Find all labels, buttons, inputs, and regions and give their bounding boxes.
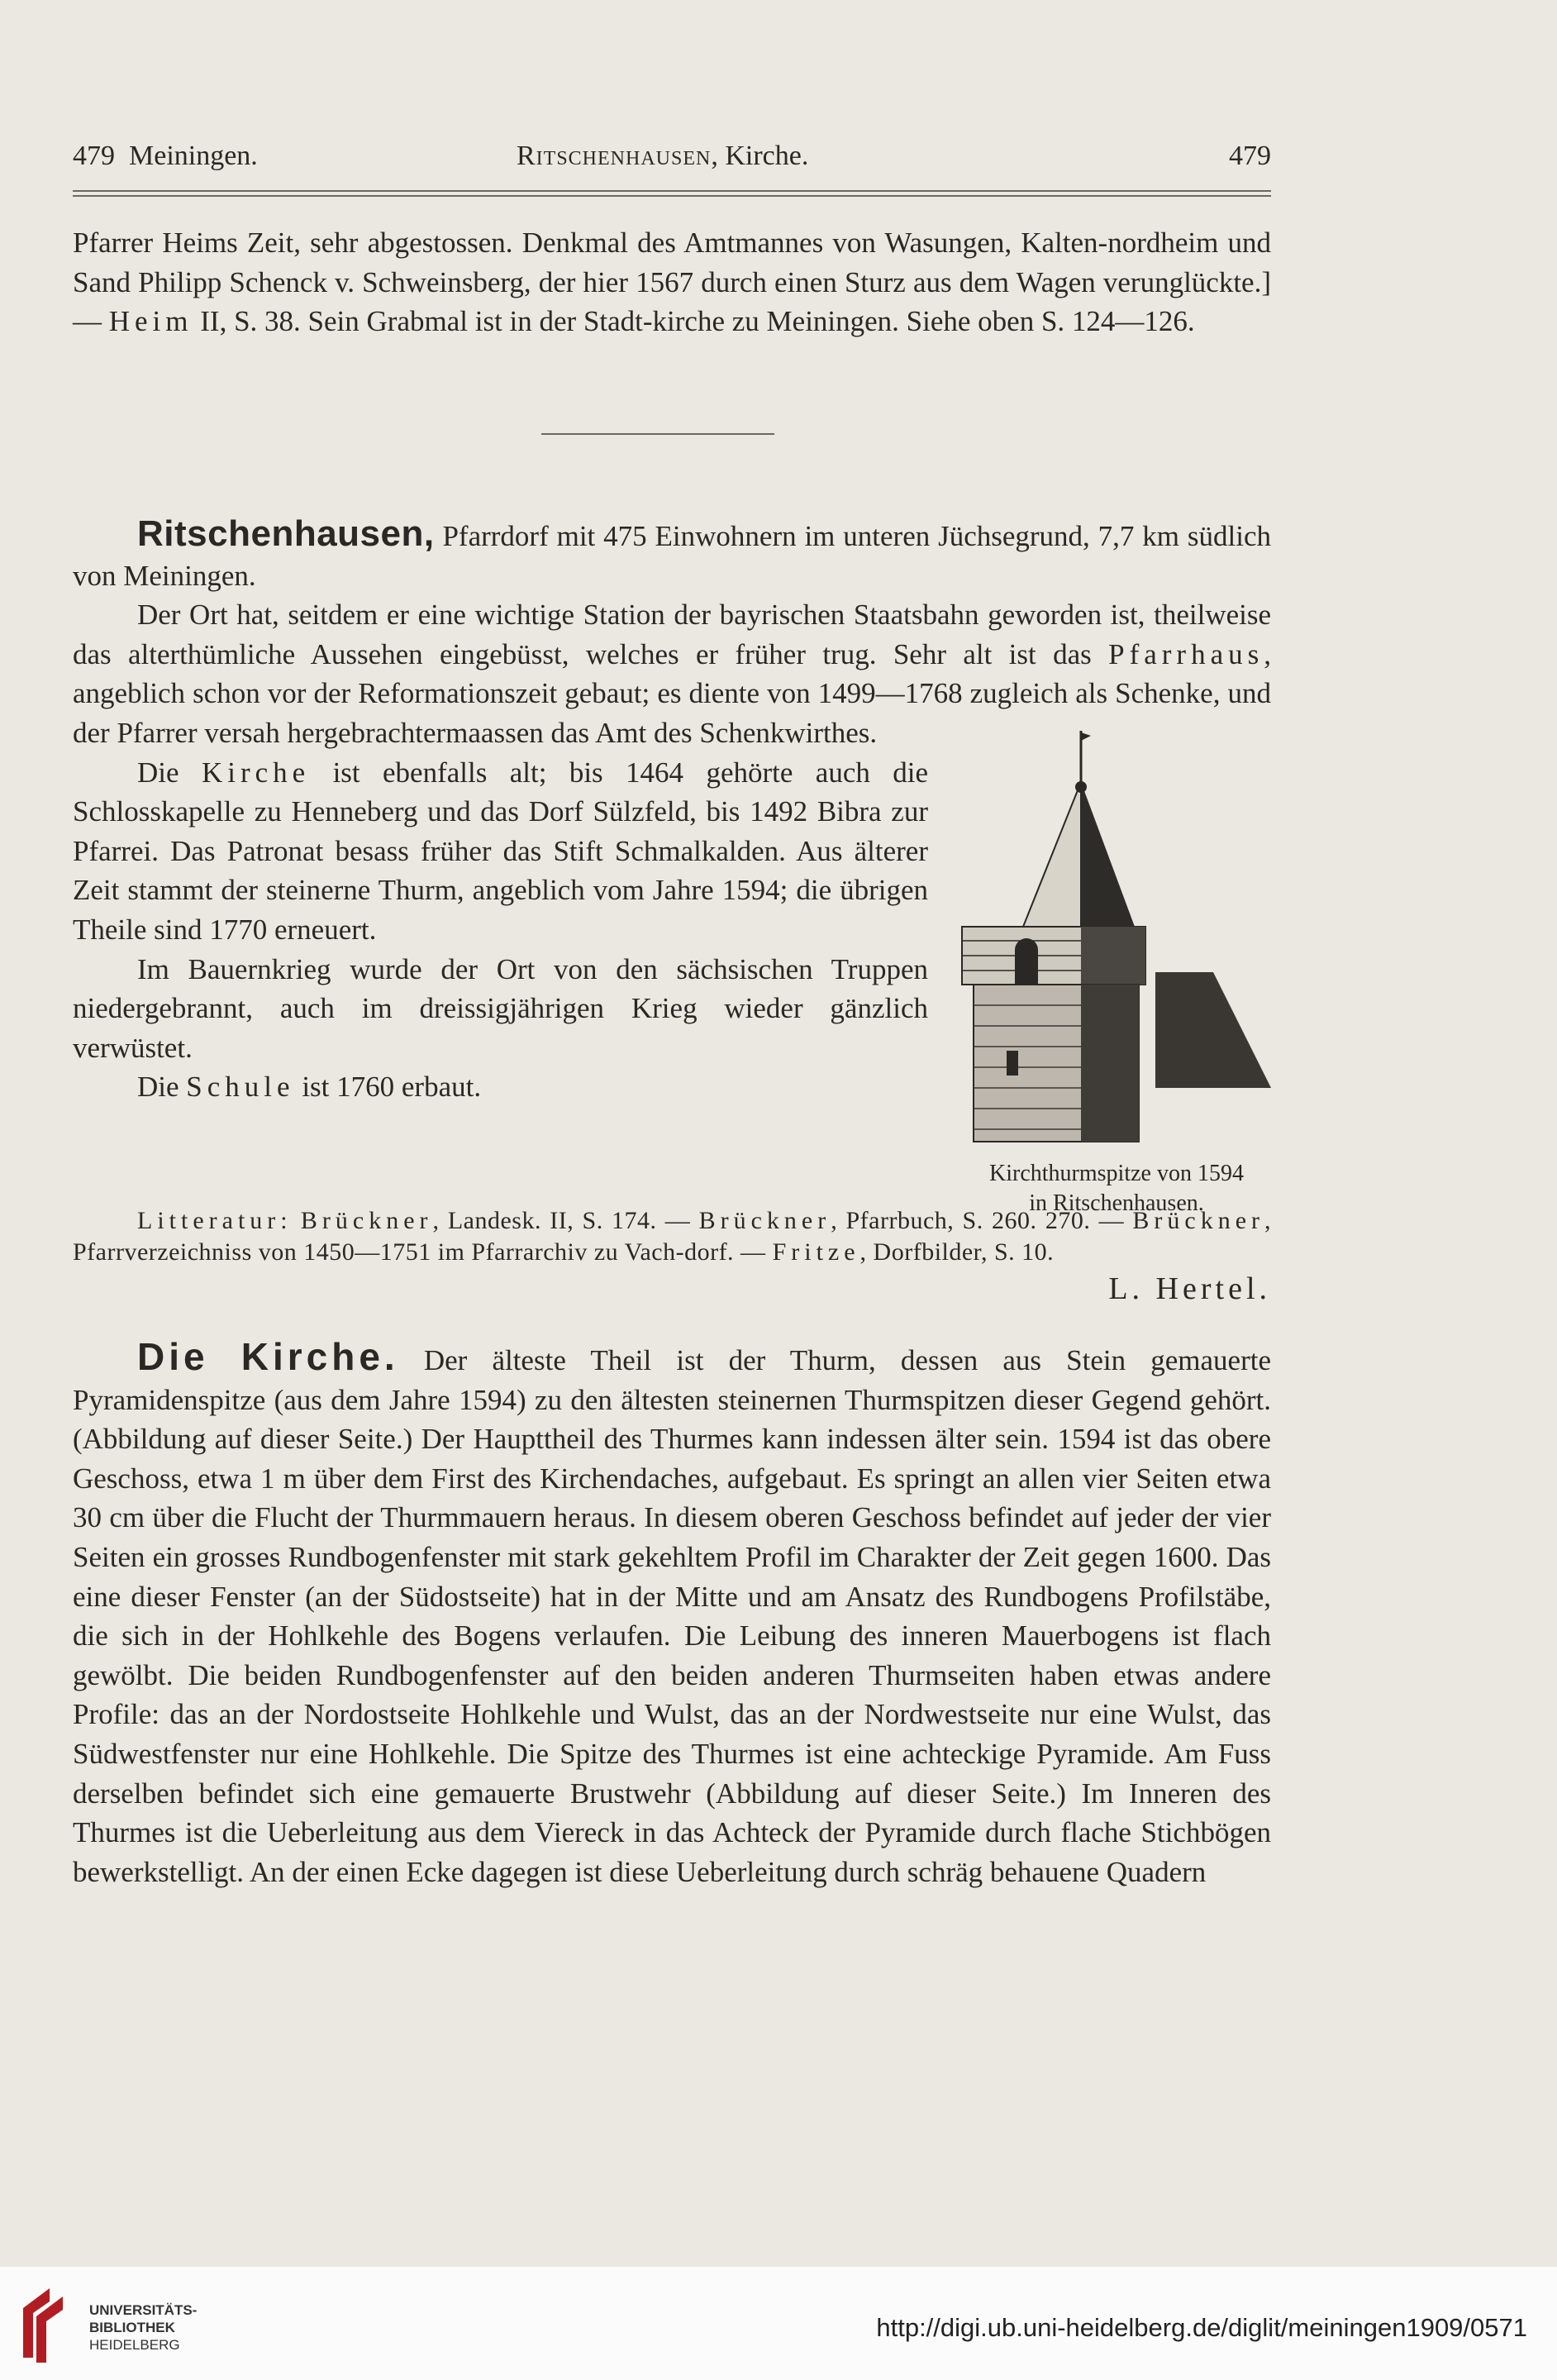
- literature-label: Litteratur:: [137, 1207, 293, 1234]
- section2-paragraph: Der älteste Theil ist der Thurm, dessen aus Stein gemauerte Pyramidenspitze (aus dem Jahre 1594) zu den ältesten steinernen Thurmspitzen dieser Gegend gehört. (Abbildung auf dieser Seite.) Der Haupttheil des Thurmes kann indessen älter sein. 1594 ist das obere Geschoss, etwa 1 m über dem First des Kirchendaches, aufgebaut. Es springt an allen vier Seiten etwa 30 cm über die Flucht der Thurmmauern heraus. In diesem oberen Geschoss befindet auf jeder der vier Seiten ein grosses Rundbogenfenster mit stark gekehltem Profil im Charakter der Zeit gegen 1600. Das eine dieser Fenster (an der Südostseite) hat in der Mitte und am Ansatz des Rundbogens Profilstäbe, die sich in der Hohlkehle des Bogens verlaufen. Die Leibung des inneren Mauerbogens ist flach gewölbt. Die beiden Rundbogenfenster auf den beiden anderen Thurmseiten haben etwas andere Profile: das an der Nordostseite Hohlkehle und Wulst, das an der Nordwestseite nur eine Wulst, das Südwestfenster nur eine Hohlkehle. Die Spitze des Thurmes ist eine achteckige Pyramide. Am Fuss derselben befindet sich eine gemauerte Brustwehr (Abbildung auf dieser Seite.) Im Inneren des Thurmes ist die Ueberleitung aus dem Viereck in das Achteck der Pyramide durch flache Stichbögen bewerkstelligt. An der einen Ecke dagegen ist diese Ueberleitung durch schräg behauene Quadern: [73, 1344, 1271, 1888]
- intro-paragraph: [73, 223, 1271, 341]
- header-place: Ritschenhausen: [517, 141, 712, 171]
- literature-author-2: Brückner: [698, 1207, 831, 1234]
- spire-light-face: [1023, 782, 1081, 927]
- p5-text-a: Die: [137, 1071, 179, 1104]
- header-subject: , Kirche.: [711, 141, 809, 171]
- tower-shadow-side: [1081, 985, 1139, 1142]
- spire-dark-face: [1081, 782, 1135, 927]
- header-rule-bottom: [73, 195, 1271, 197]
- literature-block: [73, 1205, 1271, 1304]
- term-schule: Schule: [186, 1071, 295, 1104]
- literature-text-1: , Landesk. II, S. 174. —: [432, 1207, 691, 1234]
- upper-storey-shadow: [1081, 927, 1145, 985]
- page-number-left: 479: [73, 141, 115, 171]
- digital-library-footer: [0, 2267, 1557, 2380]
- permalink-url[interactable]: http://digi.ub.uni-heidelberg.de/diglit/meiningen1909/0571: [876, 2313, 1527, 2342]
- header-left: [73, 141, 258, 172]
- section1-paragraph-3: [73, 753, 928, 950]
- figure-caption: [955, 1159, 1278, 1219]
- term-pfarrhaus: Pfarrhaus: [1108, 637, 1264, 670]
- church-tower-drawing: [957, 724, 1276, 1154]
- header-town: Meiningen.: [129, 141, 258, 171]
- p2-text-b: , angeblich schon vor der Reformationszeit gebaut; es diente von 1499—1768 zugleich als Schenke, und der Pfarrer versah hergebrachtermaassen das Amt des Schenkwirthes.: [73, 637, 1271, 749]
- literature-author-1: Brückner: [300, 1207, 433, 1234]
- ub-heidelberg-logo-icon[interactable]: [17, 2283, 73, 2366]
- literature-text-3: , Pfarrverzeichniss von 1450—1751 im Pfarrarchiv zu Vach-dorf. —: [73, 1207, 1272, 1266]
- section1-paragraph-4: Im Bauernkrieg wurde der Ort von den sächsischen Truppen niedergebrannt, auch im dreissigjährigen Krieg wieder gänzlich verwüstet.: [73, 952, 928, 1064]
- section-heading-kirche: Die Kirche.: [137, 1335, 399, 1378]
- caption-line-1: Kirchthurmspitze von 1594: [989, 1161, 1244, 1186]
- running-header: [73, 141, 1271, 182]
- arched-window: [1015, 938, 1038, 985]
- caption-line-2: in Ritschenhausen.: [1029, 1190, 1204, 1216]
- library-name[interactable]: [89, 2301, 197, 2354]
- tower-slit-window: [1007, 1051, 1018, 1076]
- church-tower-illustration: [957, 724, 1276, 1154]
- literature-text-4: , Dorfbilder, S. 10.: [859, 1238, 1055, 1266]
- author-signature: L. Hertel.: [1108, 1271, 1271, 1306]
- header-center: [517, 141, 808, 172]
- section1-paragraph-5: [73, 1067, 928, 1107]
- p3-text-b: ist ebenfalls alt; bis 1464 gehörte auch die Schlosskapelle zu Henneberg und das Dorf Sülzfeld, bis 1492 Bibra zur Pfarrei. Das Patronat besass früher das Stift Schmalkalden. Aus älterer Zeit stammt der steinerne Thurm, angeblich vom Jahre 1594; die übrigen Theile sind 1770 erneuert.: [73, 756, 928, 946]
- intro-ref: II, S. 38.: [200, 305, 301, 338]
- p2-text-a: Der Ort hat, seitdem er eine wichtige Station der bayrischen Staatsbahn geworden ist, theilweise das alterthümliche Aussehen eingebüsst, welches er früher trug. Sehr alt ist das: [73, 599, 1271, 670]
- page-number-right: 479: [1229, 141, 1271, 171]
- section1-paragraph-1: Pfarrdorf mit 475 Einwohnern im unteren Jüchsegrund, 7,7 km südlich von Meiningen.: [73, 520, 1271, 592]
- section-heading-ritschenhausen: Ritschenhausen,: [137, 513, 435, 554]
- library-name-line-3: HEIDELBERG: [89, 2337, 180, 2353]
- library-name-line-2: BIBLIOTHEK: [89, 2320, 175, 2335]
- term-kirche: Kirche: [201, 756, 311, 789]
- section-separator: [541, 433, 774, 435]
- spire-knob: [1075, 781, 1087, 793]
- nave-roof: [1155, 972, 1271, 1088]
- weather-vane-icon: [1081, 732, 1091, 741]
- p3-text-a: Die: [137, 756, 179, 789]
- intro-text-tail: Sein Grabmal ist in der Stadt-kirche zu Meiningen. Siehe oben S. 124—126.: [307, 305, 1195, 338]
- literature-text-2: , Pfarrbuch, S. 260. 270. —: [831, 1207, 1125, 1234]
- intro-author: Heim: [108, 305, 193, 338]
- section-die-kirche: [73, 1335, 1271, 1891]
- p5-text-b: ist 1760 erbaut.: [302, 1071, 482, 1104]
- library-name-line-1: UNIVERSITÄTS-: [89, 2302, 198, 2318]
- literature-author-4: Fritze: [772, 1238, 860, 1266]
- intro-text: Pfarrer Heims Zeit, sehr abgestossen. Denkmal des Amtmannes von Wasungen, Kalten-nordheim und Sand Philipp Schenck v. Schweinsberg, der hier 1567 durch einen Sturz aus dem Wagen verunglückte.] —: [73, 227, 1271, 338]
- header-rule-top: [73, 190, 1271, 192]
- literature-author-3: Brückner: [1132, 1207, 1265, 1234]
